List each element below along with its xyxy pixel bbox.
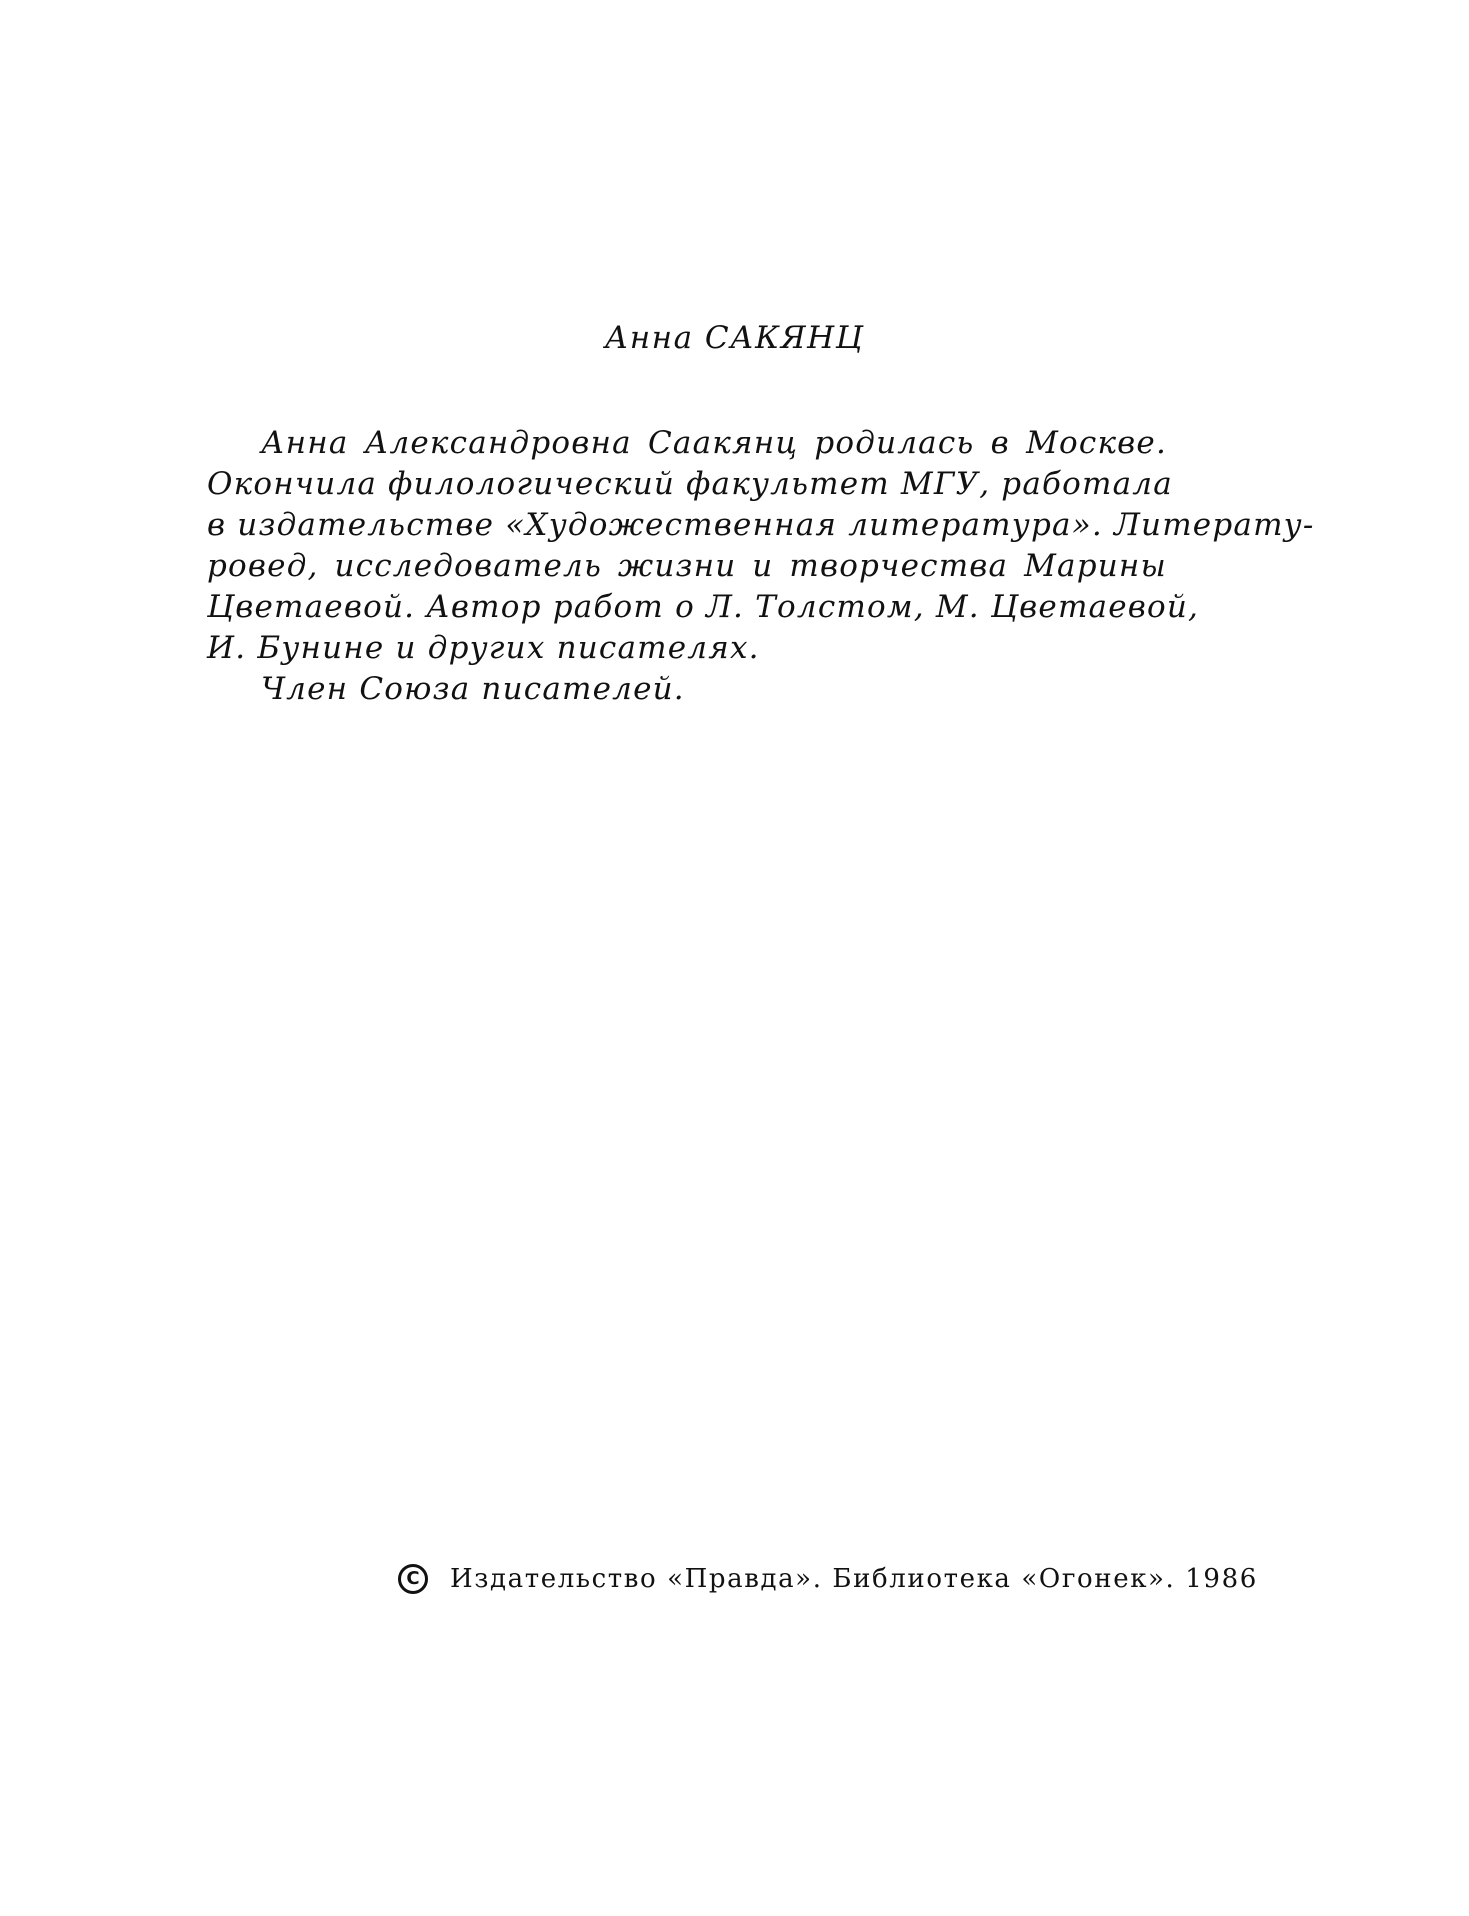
bio-membership: Член Союза писателей. [261, 671, 685, 707]
bio-line-6: И. Бунине и других писателях. [207, 630, 760, 666]
bio-line-5: Цветаевой. Автор работ о Л. Толстом, М. Цветаевой, [207, 589, 1200, 625]
copyright-icon: C [398, 1564, 428, 1594]
copyright-notice [398, 1561, 1258, 1597]
author-biography [207, 423, 1315, 710]
bio-line-3: в издательстве «Художественная литература». Литерату- [207, 507, 1315, 543]
copyright-text: Издательство «Правда». Библиотека «Огонек». 1986 [450, 1564, 1258, 1594]
bio-line-4: ровед, исследователь жизни и творчества Марины [207, 548, 1167, 584]
bio-line-1: Анна Александровна Саакянц родилась в Москве. [261, 425, 1167, 461]
bio-line-2: Окончила филологический факультет МГУ, работала [207, 466, 1173, 502]
author-heading: Анна САКЯНЦ [604, 320, 865, 356]
